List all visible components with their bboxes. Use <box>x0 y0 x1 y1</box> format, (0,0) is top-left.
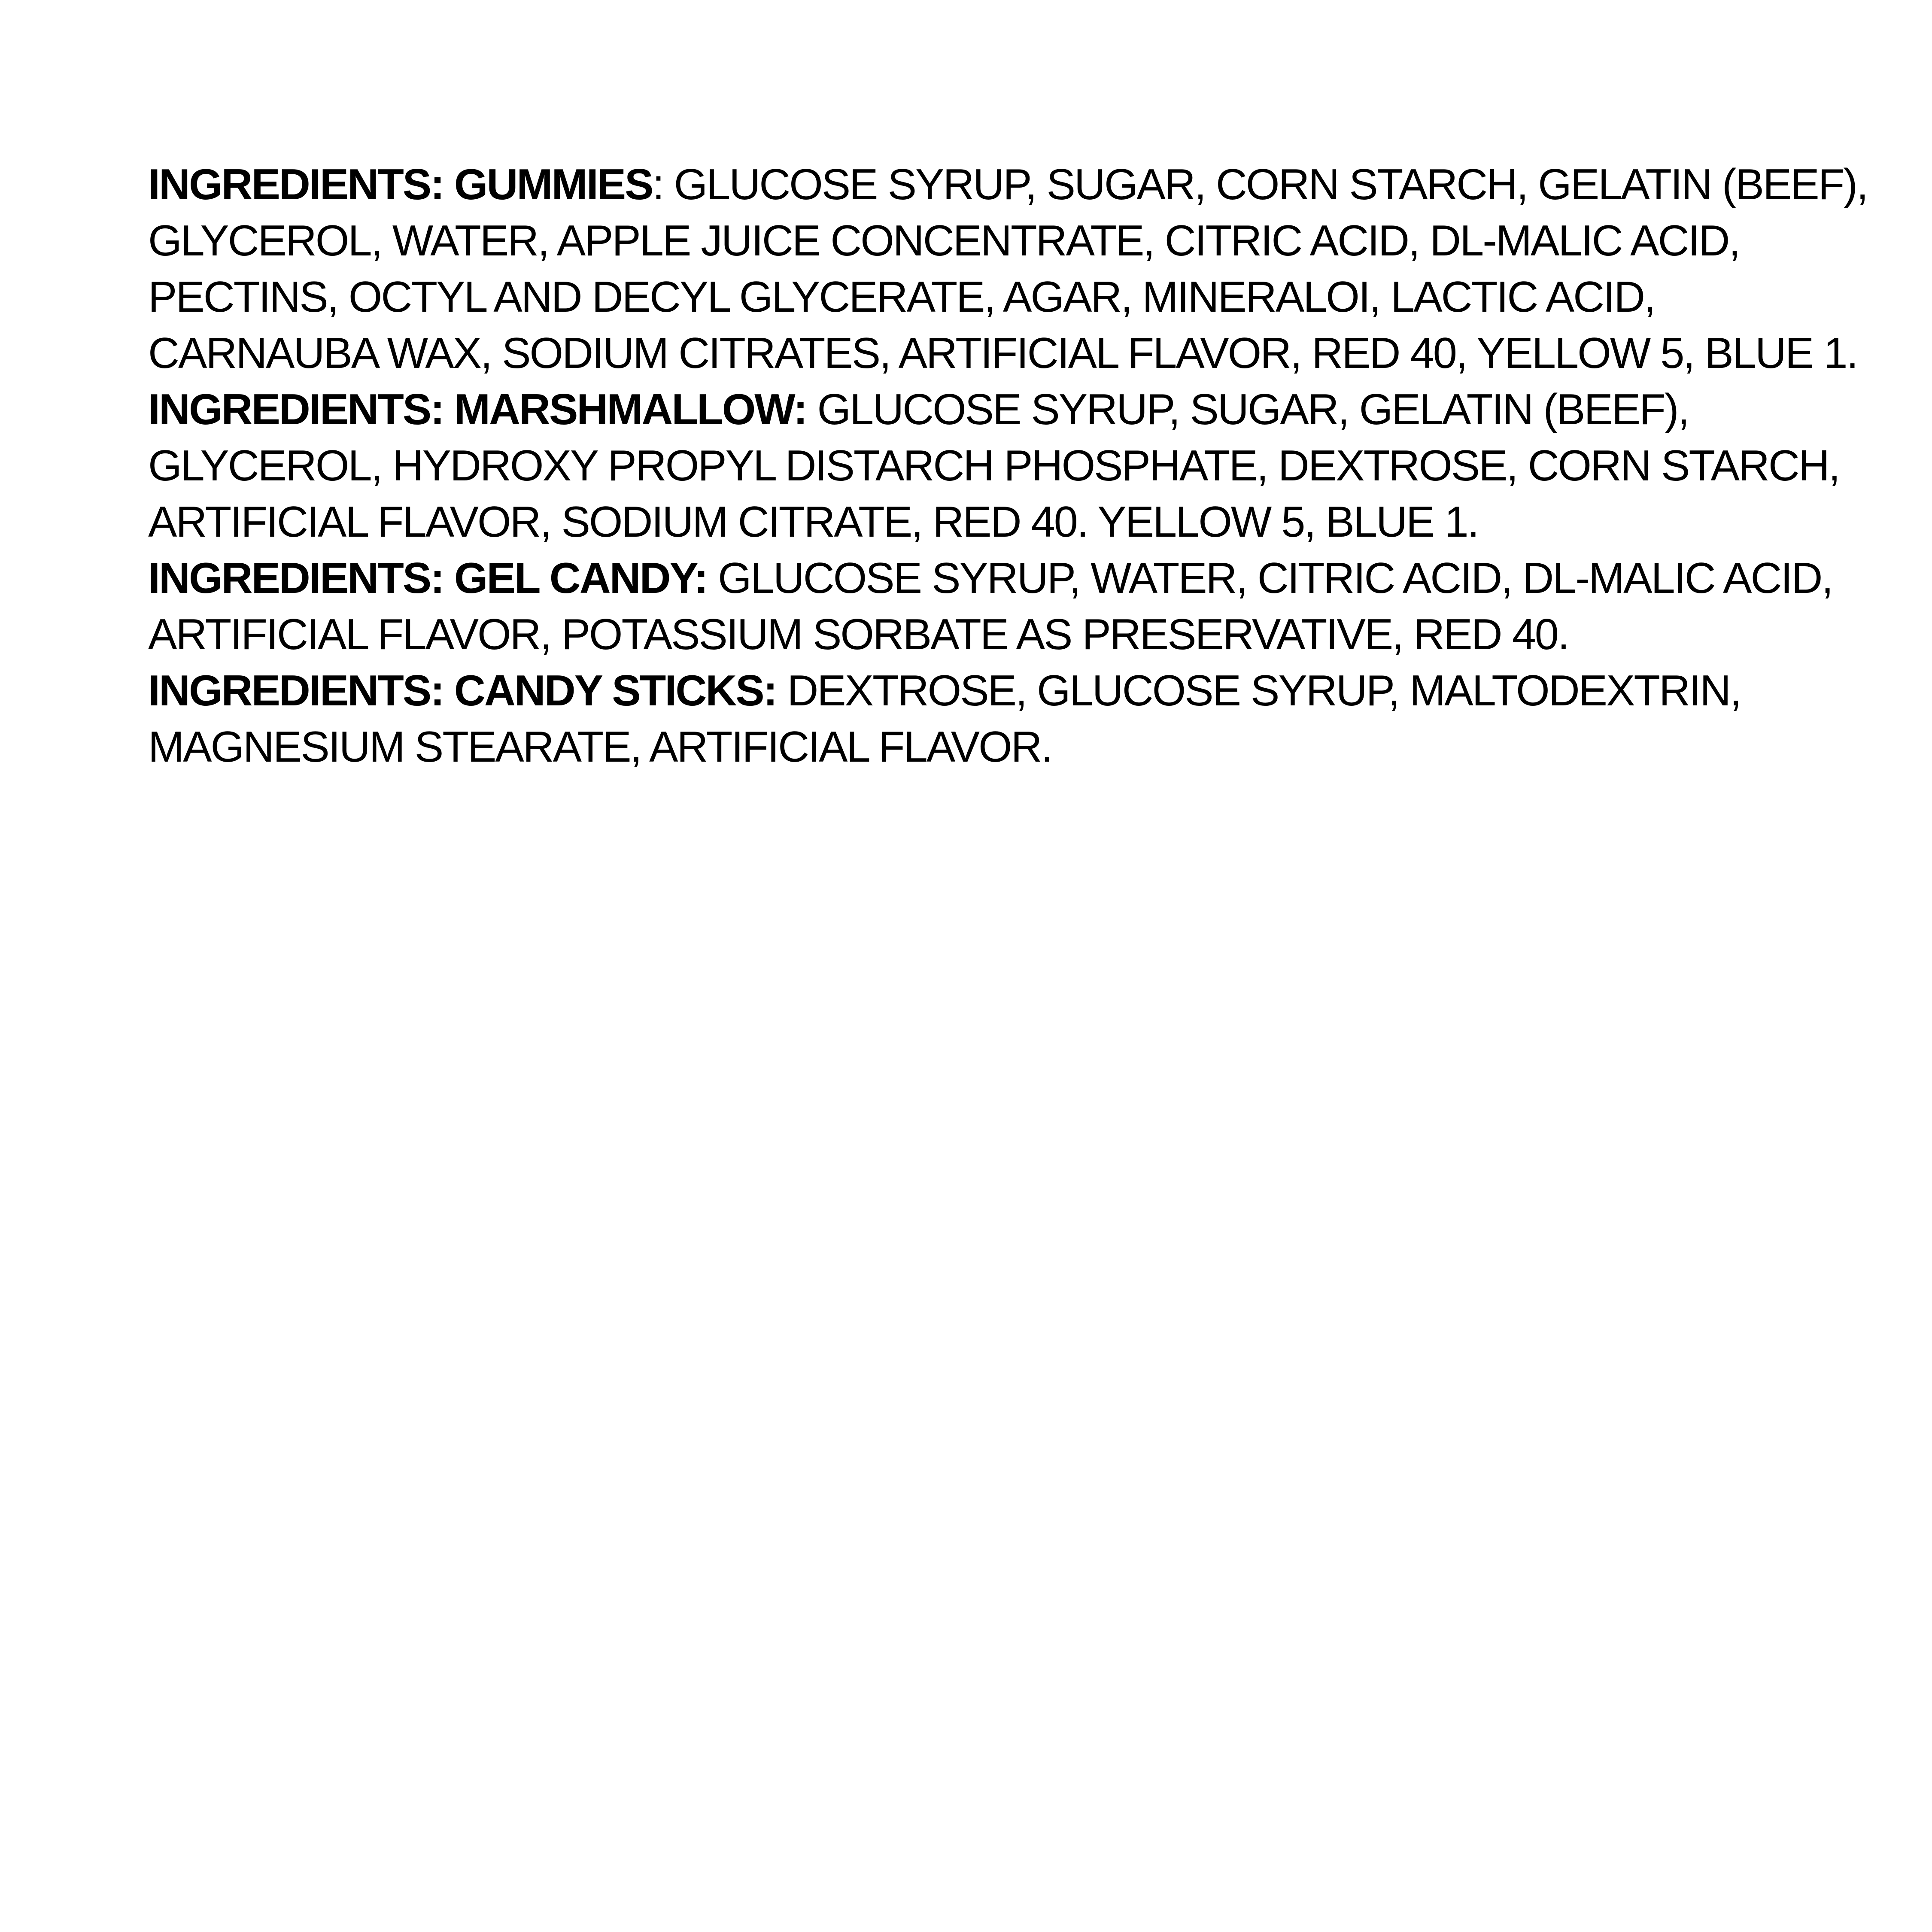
gel-candy-line-1 <box>148 550 1832 607</box>
candy-sticks-line-1 <box>148 663 1823 719</box>
gummies-text-1: : GLUCOSE SYRUP, SUGAR, CORN STARCH, GELATIN (BEEF), <box>652 161 1868 209</box>
marshmallow-line-1 <box>148 382 1823 438</box>
gel-candy-heading: INGREDIENTS: GEL CANDY: <box>148 554 708 602</box>
candy-sticks-text-1: DEXTROSE, GLUCOSE SYRUP, MALTODEXTRIN, <box>776 667 1741 715</box>
candy-sticks-heading: INGREDIENTS: CANDY STICKS: <box>148 667 777 715</box>
marshmallow-text-3: ARTIFICIAL FLAVOR, SODIUM CITRATE, RED 40. YELLOW 5, BLUE 1. <box>148 498 1478 546</box>
gummies-heading: INGREDIENTS: GUMMIES <box>148 161 653 209</box>
marshmallow-text-1: GLUCOSE SYRUP, SUGAR, GELATIN (BEEF), <box>806 386 1689 434</box>
gummies-text-3: PECTINS, OCTYL AND DECYL GLYCERATE, AGAR, MINERALOI, LACTIC ACID, <box>148 273 1655 321</box>
gummies-text-2: GLYCEROL, WATER, APPLE JUICE CONCENTRATE, CITRIC ACID, DL-MALIC ACID, <box>148 217 1740 265</box>
marshmallow-text-2: GLYCEROL, HYDROXY PROPYL DISTARCH PHOSPHATE, DEXTROSE, CORN STARCH, <box>148 442 1839 490</box>
candy-sticks-text-2: MAGNESIUM STEARATE, ARTIFICIAL FLAVOR. <box>148 723 1052 771</box>
gel-candy-text-2: ARTIFICIAL FLAVOR, POTASSIUM SORBATE AS PRESERVATIVE, RED 40. <box>148 611 1569 659</box>
gummies-text-4: CARNAUBA WAX, SODIUM CITRATES, ARTIFICIAL FLAVOR, RED 40, YELLOW 5, BLUE 1. <box>148 329 1857 377</box>
gummies-line-1 <box>148 157 1868 213</box>
ingredients-panel <box>148 157 1868 775</box>
gel-candy-text-1: GLUCOSE SYRUP, WATER, CITRIC ACID, DL-MALIC ACID, <box>707 554 1832 602</box>
marshmallow-heading: INGREDIENTS: MARSHMALLOW: <box>148 386 807 434</box>
